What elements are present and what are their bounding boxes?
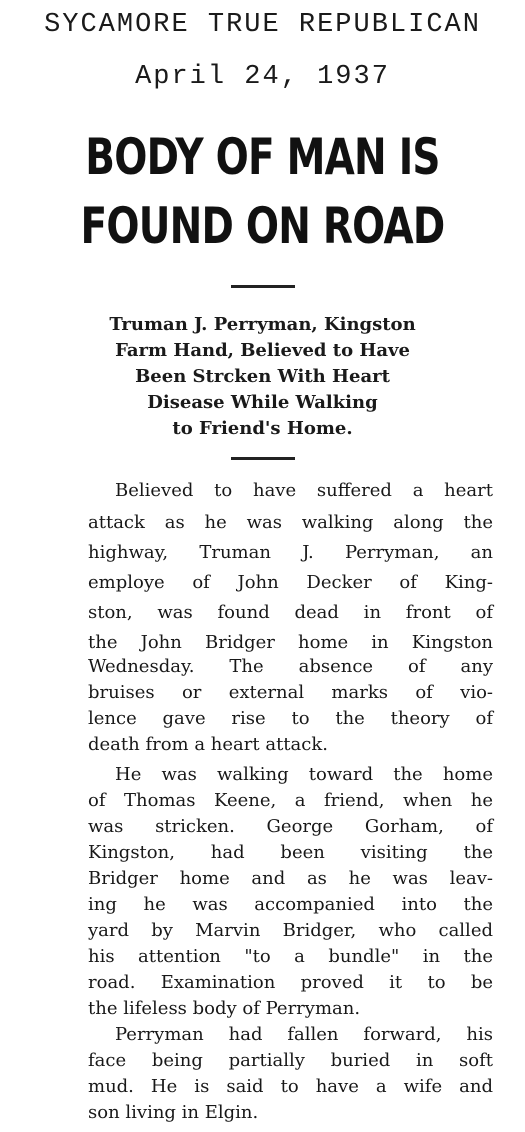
article-line-24: son living in Elgin. [88, 1102, 259, 1123]
article-line-18: his attention "to a bundle" in the [88, 946, 493, 967]
headline-divider-rule [231, 285, 295, 288]
article-line-19: road. Examination proved it to be [88, 972, 493, 993]
article-line-17: yard by Marvin Bridger, who called [88, 920, 493, 941]
article-line-3: highway, Truman J. Perryman, an [88, 542, 493, 563]
article-line-8: bruises or external marks of vio- [88, 682, 493, 703]
deck-line-2: Farm Hand, Believed to Have [115, 340, 410, 361]
newspaper-name: SYCAMORE TRUE REPUBLICAN [44, 10, 481, 40]
article-line-23: mud. He is said to have a wife and [88, 1076, 493, 1097]
article-line-11: He was walking toward the home [115, 764, 493, 785]
article-line-9: lence gave rise to the theory of [88, 708, 493, 729]
article-line-12: of Thomas Keene, a friend, when he [88, 790, 493, 811]
article-line-7: Wednesday. The absence of any [88, 656, 493, 677]
deck-line-3: Been Strcken With Heart [135, 366, 390, 387]
article-line-2: attack as he was walking along the [88, 512, 493, 533]
deck-line-4: Disease While Walking [147, 392, 378, 413]
article-line-6: the John Bridger home in Kingston [88, 632, 493, 653]
article-line-22: face being partially buried in soft [88, 1050, 493, 1071]
headline-line-2: FOUND ON ROAD [80, 197, 445, 255]
article-line-13: was stricken. George Gorham, of [88, 816, 493, 837]
article-line-14: Kingston, had been visiting the [88, 842, 493, 863]
deck-divider-rule [231, 457, 295, 460]
deck-line-5: to Friend's Home. [172, 418, 353, 439]
article-line-20: the lifeless body of Perryman. [88, 998, 361, 1019]
headline-line-1: BODY OF MAN IS [85, 128, 440, 186]
publication-date: April 24, 1937 [135, 62, 390, 92]
article-line-21: Perryman had fallen forward, his [115, 1024, 493, 1045]
article-line-16: ing he was accompanied into the [88, 894, 493, 915]
article-line-1: Believed to have suffered a heart [115, 480, 493, 501]
article-line-15: Bridger home and as he was leav- [88, 868, 493, 889]
article-line-4: employe of John Decker of King- [88, 572, 493, 593]
deck-line-1: Truman J. Perryman, Kingston [109, 314, 416, 335]
article-line-5: ston, was found dead in front of [88, 602, 493, 623]
article-line-10: death from a heart attack. [88, 734, 328, 755]
